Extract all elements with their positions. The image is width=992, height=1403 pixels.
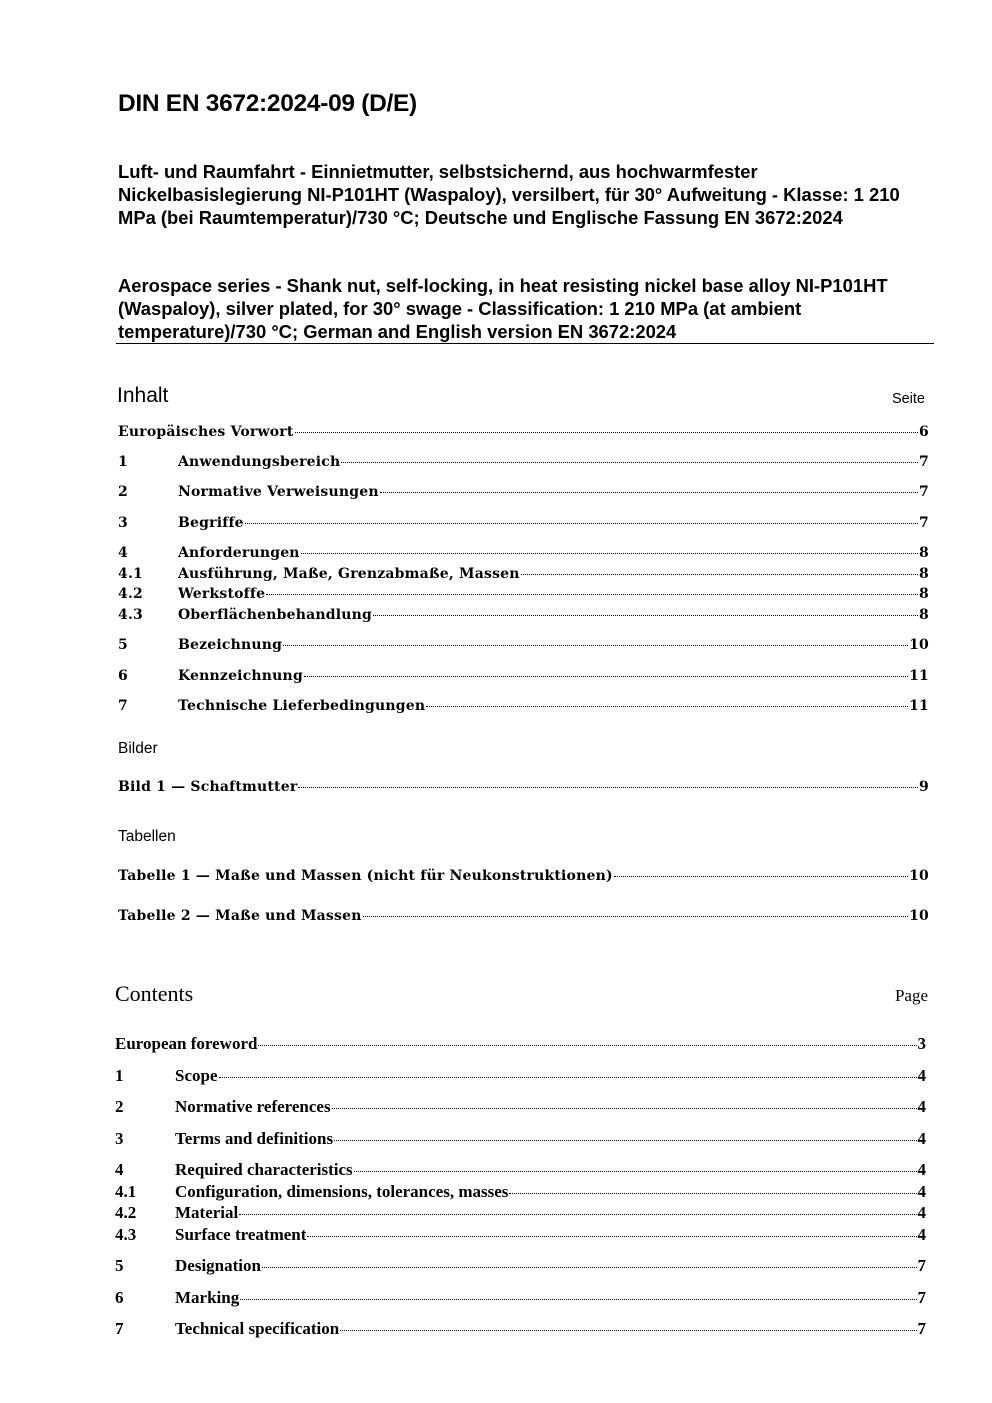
toc-entry[interactable] [118, 424, 929, 440]
toc-leader [258, 1045, 916, 1046]
toc-leader [283, 645, 908, 646]
toc-entry-label: Werkstoffe [178, 586, 266, 602]
toc-entry-number: 2 [115, 1097, 124, 1116]
toc-leader [341, 462, 918, 463]
toc-entry-label: Oberflächenbehandlung [178, 607, 373, 623]
toc-entry-label: Technische Lieferbedingungen [178, 698, 426, 714]
toc-entry-label: Required characteristics [175, 1160, 353, 1179]
toc-table-entry[interactable] [118, 908, 929, 924]
toc-entry-number: 5 [115, 1256, 124, 1275]
toc-entry-page: 7 [919, 454, 929, 470]
toc-entry-page: 4 [917, 1129, 926, 1148]
toc-entry[interactable] [115, 1225, 926, 1245]
toc-leader [266, 594, 918, 595]
title-divider [116, 343, 934, 344]
toc-entry-page: 4 [917, 1225, 926, 1244]
toc-entry-label: European foreword [115, 1034, 258, 1053]
toc-entry[interactable] [118, 637, 929, 653]
toc-entry-page: 7 [917, 1288, 926, 1307]
toc-entry-label: Kennzeichnung [178, 668, 303, 684]
toc-entry[interactable] [115, 1319, 926, 1339]
toc-leader [262, 1267, 917, 1268]
toc-page-label-en: Page [894, 986, 928, 1005]
toc-entry-page: 8 [919, 566, 929, 582]
toc-entry-page: 11 [909, 668, 929, 684]
toc-entry-page: 8 [919, 607, 929, 623]
toc-leader [298, 787, 918, 788]
toc-leader [295, 432, 919, 433]
toc-entry-label: Tabelle 1 — Maße und Massen (nicht für Neukonstruktionen) [118, 868, 613, 884]
toc-entry-page: 8 [919, 586, 929, 602]
toc-entry-label: Tabelle 2 — Maße und Massen [118, 908, 362, 924]
toc-leader [380, 492, 918, 493]
toc-entry[interactable] [118, 607, 929, 623]
toc-leader [340, 1330, 916, 1331]
toc-heading-en: Contents [115, 981, 194, 1006]
toc-entry-number: 2 [118, 484, 128, 500]
toc-entry-page: 10 [909, 908, 929, 924]
tables-heading: Tabellen [118, 828, 176, 845]
toc-leader [332, 1108, 917, 1109]
toc-entry-page: 4 [917, 1097, 926, 1116]
toc-entry-page: 7 [917, 1256, 926, 1275]
toc-entry-label: Anwendungsbereich [178, 454, 341, 470]
toc-entry-page: 10 [909, 868, 929, 884]
toc-entry-number: 4 [118, 545, 128, 561]
figures-heading: Bilder [118, 740, 158, 757]
toc-entry[interactable] [118, 566, 929, 582]
toc-leader [509, 1193, 916, 1194]
toc-leader [301, 553, 918, 554]
toc-entry-page: 6 [919, 424, 929, 440]
toc-entry-page: 8 [919, 545, 929, 561]
toc-entry-page: 4 [917, 1182, 926, 1201]
toc-entry-number: 1 [115, 1066, 124, 1085]
toc-entry-number: 4.1 [115, 1182, 137, 1201]
toc-entry-page: 7 [917, 1319, 926, 1338]
toc-entry-number: 4.2 [115, 1203, 137, 1222]
toc-entry-number: 4.2 [118, 586, 143, 602]
toc-entry-page: 4 [917, 1066, 926, 1085]
toc-entry-page: 7 [919, 515, 929, 531]
toc-entry-number: 3 [115, 1129, 124, 1148]
toc-page-label-de: Seite [891, 391, 925, 407]
toc-entry-number: 4.3 [118, 607, 143, 623]
toc-leader [240, 1299, 916, 1300]
toc-figure-entry[interactable] [118, 779, 929, 795]
toc-entry-number: 4.3 [115, 1225, 137, 1244]
toc-entry-label: Scope [175, 1066, 218, 1085]
toc-entry-number: 4 [115, 1160, 124, 1179]
toc-entry-label: Surface treatment [175, 1225, 307, 1244]
toc-entry-number: 5 [118, 637, 128, 653]
toc-entry-label: Marking [175, 1288, 240, 1307]
toc-entry-label: Terms and definitions [175, 1129, 334, 1148]
toc-entry-label: Material [175, 1203, 239, 1222]
toc-entry[interactable] [115, 1097, 926, 1117]
toc-entry-page: 4 [917, 1203, 926, 1222]
toc-entry-label: Ausführung, Maße, Grenzabmaße, Massen [178, 566, 520, 582]
toc-entry-number: 4.1 [118, 566, 143, 582]
toc-entry-page: 7 [919, 484, 929, 500]
toc-entry-label: Bezeichnung [178, 637, 283, 653]
toc-leader [363, 916, 909, 917]
toc-entry-label: Europäisches Vorwort [118, 424, 294, 440]
toc-leader [219, 1077, 917, 1078]
toc-entry[interactable] [118, 545, 929, 561]
toc-entry[interactable] [115, 1203, 926, 1223]
toc-entry-page: 4 [917, 1160, 926, 1179]
toc-entry[interactable] [118, 668, 929, 684]
toc-entry[interactable] [118, 586, 929, 602]
toc-entry-number: 7 [118, 698, 128, 714]
toc-entry[interactable] [115, 1129, 926, 1149]
toc-entry[interactable] [118, 454, 929, 470]
toc-leader [245, 523, 918, 524]
subtitle-german: Luft- und Raumfahrt - Einnietmutter, selbstsichernd, aus hochwarmfester Nickelbasislegierung NI-P101HT (Waspaloy), versilbert, für 30° Aufweitung - Klasse: 1 210 MPa (bei Raumtemperatur)/730 °C; Deutsche und Englische Fassung EN 3672:2024 [118, 161, 900, 228]
toc-entry-label: Designation [175, 1256, 261, 1275]
toc-entry-label: Bild 1 — Schaftmutter [118, 779, 298, 795]
toc-entry-number: 3 [118, 515, 128, 531]
toc-leader [521, 574, 918, 575]
toc-entry[interactable] [115, 1288, 926, 1308]
toc-leader [239, 1214, 916, 1215]
toc-entry-number: 6 [118, 668, 128, 684]
toc-entry-label: Anforderungen [178, 545, 300, 561]
toc-entry-number: 7 [115, 1319, 124, 1338]
toc-entry[interactable] [115, 1034, 926, 1054]
toc-leader [304, 676, 908, 677]
toc-entry[interactable] [115, 1066, 926, 1086]
toc-entry-number: 1 [118, 454, 128, 470]
toc-leader [334, 1140, 916, 1141]
toc-entry-label: Normative references [175, 1097, 331, 1116]
toc-entry[interactable] [115, 1256, 926, 1276]
subtitle-english: Aerospace series - Shank nut, self-locking, in heat resisting nickel base alloy NI-P101HT (Waspaloy), silver plated, for 30° swage - Classification: 1 210 MPa (at ambient temperature)/730 °C; German and English version EN 3672:2024 [118, 275, 888, 342]
toc-entry-number: 6 [115, 1288, 124, 1307]
toc-entry-label: Begriffe [178, 515, 244, 531]
toc-leader [373, 615, 918, 616]
toc-entry[interactable] [115, 1160, 926, 1180]
toc-entry[interactable] [115, 1182, 926, 1202]
toc-leader [426, 706, 908, 707]
toc-entry[interactable] [118, 484, 929, 500]
toc-entry[interactable] [118, 698, 929, 714]
toc-leader [354, 1171, 917, 1172]
toc-entry-page: 9 [919, 779, 929, 795]
document-title: DIN EN 3672:2024-09 (D/E) [118, 90, 417, 117]
toc-entry-page: 3 [917, 1034, 926, 1053]
toc-entry-label: Configuration, dimensions, tolerances, masses [175, 1182, 509, 1201]
toc-table-entry[interactable] [118, 868, 929, 884]
toc-entry-page: 10 [909, 637, 929, 653]
toc-entry-label: Normative Verweisungen [178, 484, 379, 500]
toc-entry-label: Technical specification [175, 1319, 340, 1338]
toc-entry-page: 11 [909, 698, 929, 714]
toc-leader [307, 1236, 916, 1237]
toc-heading-de: Inhalt [117, 384, 169, 407]
toc-entry[interactable] [118, 515, 929, 531]
toc-leader [614, 876, 908, 877]
